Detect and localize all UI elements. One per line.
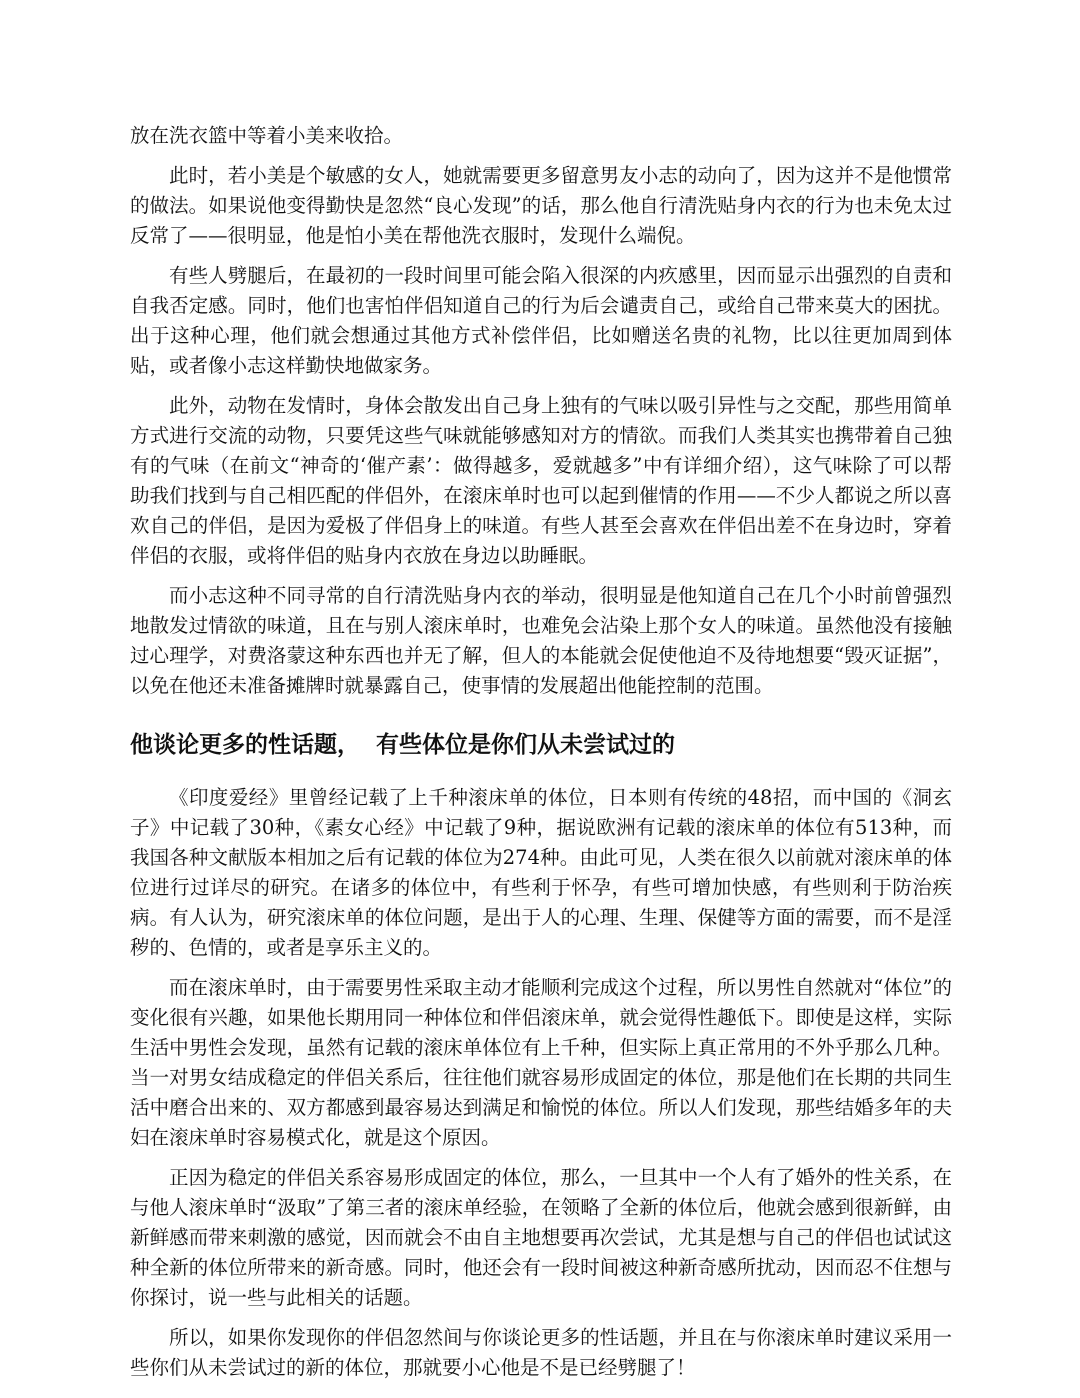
paragraph-continuation: 放在洗衣篮中等着小美来收拾。 bbox=[130, 124, 404, 147]
paragraph: 此时，若小美是个敏感的女人，她就需要更多留意男友小志的动向了，因为这并不是他惯常的做法。如果说他变得勤快是忽然“良心发现”的话，那么他自行清洗贴身内衣的行为也未免太过反常了——很明显，他是怕小美在帮他洗衣服时，发现什么端倪。 bbox=[130, 164, 952, 247]
section-heading: 他谈论更多的性话题， 有些体位是你们从未尝试过的 bbox=[130, 732, 676, 758]
paragraph: 有些人劈腿后，在最初的一段时间里可能会陷入很深的内疚感里，因而显示出强烈的自责和自我否定感。同时，他们也害怕伴侣知道自己的行为后会谴责自己，或给自己带来莫大的困扰。出于这种心理，他们就会想通过其他方式补偿伴侣，比如赠送名贵的礼物，比以往更加周到体贴，或者像小志这样勤快地做家务。 bbox=[130, 264, 952, 377]
paragraph: 所以，如果你发现你的伴侣忽然间与你谈论更多的性话题，并且在与你滚床单时建议采用一些你们从未尝试过的新的体位，那就要小心他是不是已经劈腿了！ bbox=[130, 1326, 952, 1379]
paragraph: 正因为稳定的伴侣关系容易形成固定的体位，那么，一旦其中一个人有了婚外的性关系，在与他人滚床单时“汲取”了第三者的滚床单经验，在领略了全新的体位后，他就会感到很新鲜，由新鲜感而带来刺激的感觉，因而就会不由自主地想要再次尝试，尤其是想与自己的伴侣也试试这种全新的体位所带来的新奇感。同时，他还会有一段时间被这种新奇感所扰动，因而忍不住想与你探讨，说一些与此相关的话题。 bbox=[130, 1166, 952, 1309]
paragraph: 而在滚床单时，由于需要男性采取主动才能顺利完成这个过程，所以男性自然就对“体位”的变化很有兴趣，如果他长期用同一种体位和伴侣滚床单，就会觉得性趣低下。即使是这样，实际生活中男性会发现，虽然有记载的滚床单体位有上千种，但实际上真正常用的不外乎那么几种。当一对男女结成稳定的伴侣关系后，往往他们就容易形成固定的体位，那是他们在长期的共同生活中磨合出来的、双方都感到最容易达到满足和愉悦的体位。所以人们发现，那些结婚多年的夫妇在滚床单时容易模式化，就是这个原因。 bbox=[130, 976, 952, 1149]
paragraph: 《印度爱经》里曾经记载了上千种滚床单的体位，日本则有传统的48招，而中国的《洞玄子》中记载了30种，《素女心经》中记载了9种，据说欧洲有记载的滚床单的体位有513种，而我国各种文献版本相加之后有记载的体位为274种。由此可见，人类在很久以前就对滚床单的体位进行过详尽的研究。在诸多的体位中，有些利于怀孕，有些可增加快感，有些则利于防治疾病。有人认为，研究滚床单的体位问题，是出于人的心理、生理、保健等方面的需要，而不是淫秽的、色情的，或者是享乐主义的。 bbox=[130, 786, 952, 959]
paragraph: 而小志这种不同寻常的自行清洗贴身内衣的举动，很明显是他知道自己在几个小时前曾强烈地散发过情欲的味道，且在与别人滚床单时，也难免会沾染上那个女人的味道。虽然他没有接触过心理学，对费洛蒙这种东西也并无了解，但人的本能就会促使他迫不及待地想要“毁灭证据”，以免在他还未准备摊牌时就暴露自己，使事情的发展超出他能控制的范围。 bbox=[130, 584, 952, 697]
paragraph: 此外，动物在发情时，身体会散发出自己身上独有的气味以吸引异性与之交配，那些用简单方式进行交流的动物，只要凭这些气味就能够感知对方的情欲。而我们人类其实也携带着自己独有的气味（在前文“神奇的‘催产素’：做得越多，爱就越多”中有详细介绍），这气味除了可以帮助我们找到与自己相匹配的伴侣外，在滚床单时也可以起到催情的作用——不少人都说之所以喜欢自己的伴侣，是因为爱极了伴侣身上的味道。有些人甚至会喜欢在伴侣出差不在身边时，穿着伴侣的衣服，或将伴侣的贴身内衣放在身边以助睡眠。 bbox=[130, 394, 952, 567]
document-page bbox=[130, 121, 952, 1393]
